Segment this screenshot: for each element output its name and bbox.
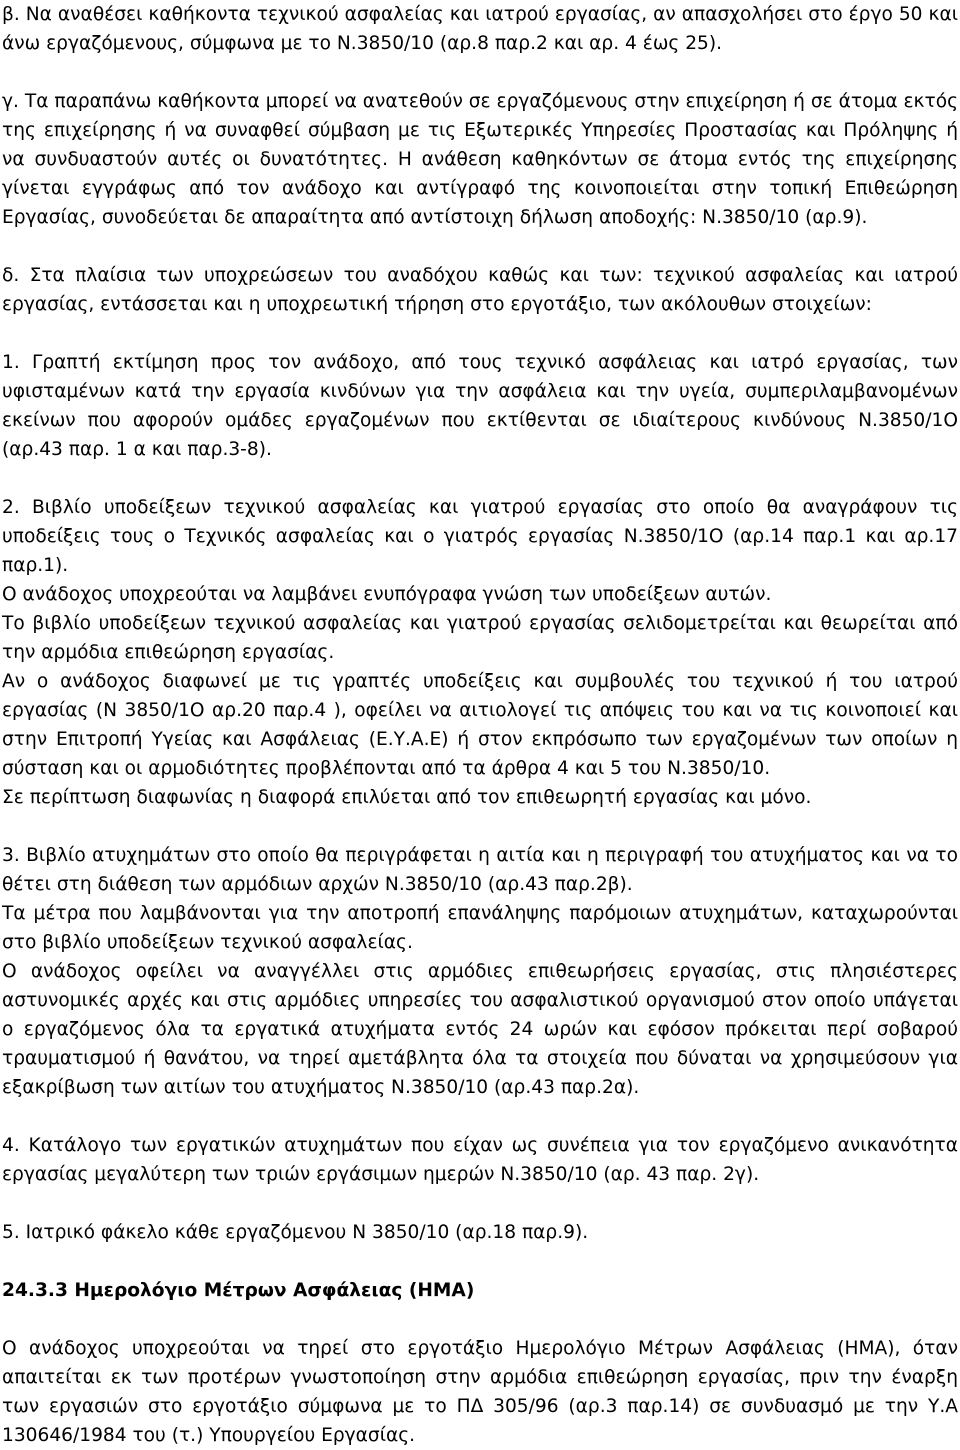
- paragraph-g: γ. Τα παραπάνω καθήκοντα μπορεί να ανατεθούν σε εργαζόμενους στην επιχείρηση ή σε άτομα εκτός της επιχείρησης ή να συναφθεί σύμβαση με τις Εξωτερικές Υπηρεσίες Προστασίας και Πρόληψης ή να συνδυαστούν αυτές οι δυνατότητες. Η ανάθεση καθηκόντων σε άτομα εντός της επιχείρησης γίνεται εγγράφως από τον ανάδοχο και αντίγραφό της κοινοποιείται στην τοπική Επιθεώρηση Εργασίας, συνοδεύεται δε απαραίτητα από αντίστοιχη δήλωση αποδοχής: Ν.3850/10 (αρ.9).: [2, 91, 958, 228]
- spacer: [2, 1247, 958, 1276]
- list-item-2-note: Ο ανάδοχος υποχρεούται να λαμβάνει ενυπόγραφα γνώση των υποδείξεων αυτών.: [2, 584, 772, 605]
- list-item-2-note: Το βιβλίο υποδείξεων τεχνικού ασφαλείας και γιατρού εργασίας σελιδομετρείται και θεωρείται από την αρμόδια επιθεώρηση εργασίας.: [2, 613, 958, 663]
- list-item-4: 4. Κατάλογο των εργατικών ατυχημάτων που είχαν ως συνέπεια για τον εργαζόμενο ανικανότητα εργασίας μεγαλύτερη των τριών εργάσιμων ημερών Ν.3850/10 (αρ. 43 παρ. 2γ).: [2, 1135, 958, 1185]
- section-heading: 24.3.3 Ημερολόγιο Μέτρων Ασφάλειας (ΗΜΑ): [2, 1280, 475, 1301]
- list-item-2-note: Αν ο ανάδοχος διαφωνεί με τις γραπτές υποδείξεις και συμβουλές του τεχνικού ή του ιατρού εργασίας (Ν 3850/1Ο αρ.20 παρ.4 ), οφείλει να αιτιολογεί τις απόψεις του και να τις κοινοποιεί και στην Επιτροπή Υγείας και Ασφάλειας (Ε.Υ.Α.Ε) ή στον εκπρόσωπο των εργαζομένων των οποίων η σύσταση και οι αρμοδιότητες προβλέπονται από τα άρθρα 4 και 5 του Ν.3850/10.: [2, 671, 958, 779]
- list-item-3: 3. Βιβλίο ατυχημάτων στο οποίο θα περιγράφεται η αιτία και η περιγραφή του ατυχήματος και να το θέτει στη διάθεση των αρμόδιων αρχών Ν.3850/10 (αρ.43 παρ.2β).: [2, 845, 958, 895]
- paragraph-d: δ. Στα πλαίσια των υποχρεώσεων του αναδόχου καθώς και των: τεχνικού ασφαλείας και ιατρού εργασίας, εντάσσεται και η υποχρεωτική τήρηση στο εργοτάξιο, των ακόλουθων στοιχείων:: [2, 265, 958, 315]
- spacer: [2, 464, 958, 493]
- spacer: [2, 1189, 958, 1218]
- list-item-3-note: Ο ανάδοχος οφείλει να αναγγέλλει στις αρμόδιες επιθεωρήσεις εργασίας, στις πλησιέστερες αστυνομικές αρχές και στις αρμόδιες υπηρεσίες του ασφαλιστικού οργανισμού στον οποίο υπάγεται ο εργαζόμενος όλα τα εργατικά ατυχήματα εντός 24 ωρών και εφόσον πρόκειται περί σοβαρού τραυματισμού ή θανάτου, να τηρεί αμετάβλητα όλα τα στοιχεία που δύναται να χρησιμεύσουν για εξακρίβωση των αιτίων του ατυχήματος Ν.3850/10 (αρ.43 παρ.2α).: [2, 961, 958, 1098]
- paragraph-b: β. Να αναθέσει καθήκοντα τεχνικού ασφαλείας και ιατρού εργασίας, αν απασχολήσει στο έργο 50 και άνω εργαζόμενους, σύμφωνα με το Ν.3850/10 (αρ.8 παρ.2 και αρ. 4 έως 25).: [2, 4, 958, 54]
- spacer: [2, 812, 958, 841]
- spacer: [2, 58, 958, 87]
- list-item-5: 5. Ιατρικό φάκελο κάθε εργαζόμενου Ν 3850/10 (αρ.18 παρ.9).: [2, 1222, 589, 1243]
- list-item-2: 2. Βιβλίο υποδείξεων τεχνικού ασφαλείας και γιατρού εργασίας στο οποίο θα αναγράφουν τις υποδείξεις τους ο Τεχνικός ασφαλείας και ο γιατρός εργασίας Ν.3850/1Ο (αρ.14 παρ.1 και αρ.17 παρ.1).: [2, 497, 958, 576]
- spacer: [2, 319, 958, 348]
- final-paragraph: Ο ανάδοχος υποχρεούται να τηρεί στο εργοτάξιο Ημερολόγιο Μέτρων Ασφάλειας (ΗΜΑ), όταν απαιτείται εκ των προτέρων γνωστοποίηση στην αρμόδια επιθεώρηση εργασίας, πριν την έναρξη των εργασιών στο εργοτάξιο σύμφωνα με το ΠΔ 305/96 (αρ.3 παρ.14) σε συνδυασμό με την Υ.Α 130646/1984 του (τ.) Υπουργείου Εργασίας.: [2, 1338, 958, 1446]
- list-item-1: 1. Γραπτή εκτίμηση προς τον ανάδοχο, από τους τεχνικό ασφάλειας και ιατρό εργασίας, των υφισταμένων κατά την εργασία κινδύνων για την ασφάλεια και την υγεία, συμπεριλαμβανομένων εκείνων που αφορούν ομάδες εργαζομένων που εκτίθενται σε ιδιαίτερους κινδύνους Ν.3850/1Ο (αρ.43 παρ. 1 α και παρ.3-8).: [2, 352, 958, 460]
- spacer: [2, 1305, 958, 1334]
- list-item-3-note: Τα μέτρα που λαμβάνονται για την αποτροπή επανάληψης παρόμοιων ατυχημάτων, καταχωρούνται στο βιβλίο υποδείξεων τεχνικού ασφαλείας.: [2, 903, 958, 953]
- spacer: [2, 232, 958, 261]
- spacer: [2, 1102, 958, 1131]
- list-item-2-note: Σε περίπτωση διαφωνίας η διαφορά επιλύεται από τον επιθεωρητή εργασίας και μόνο.: [2, 787, 812, 808]
